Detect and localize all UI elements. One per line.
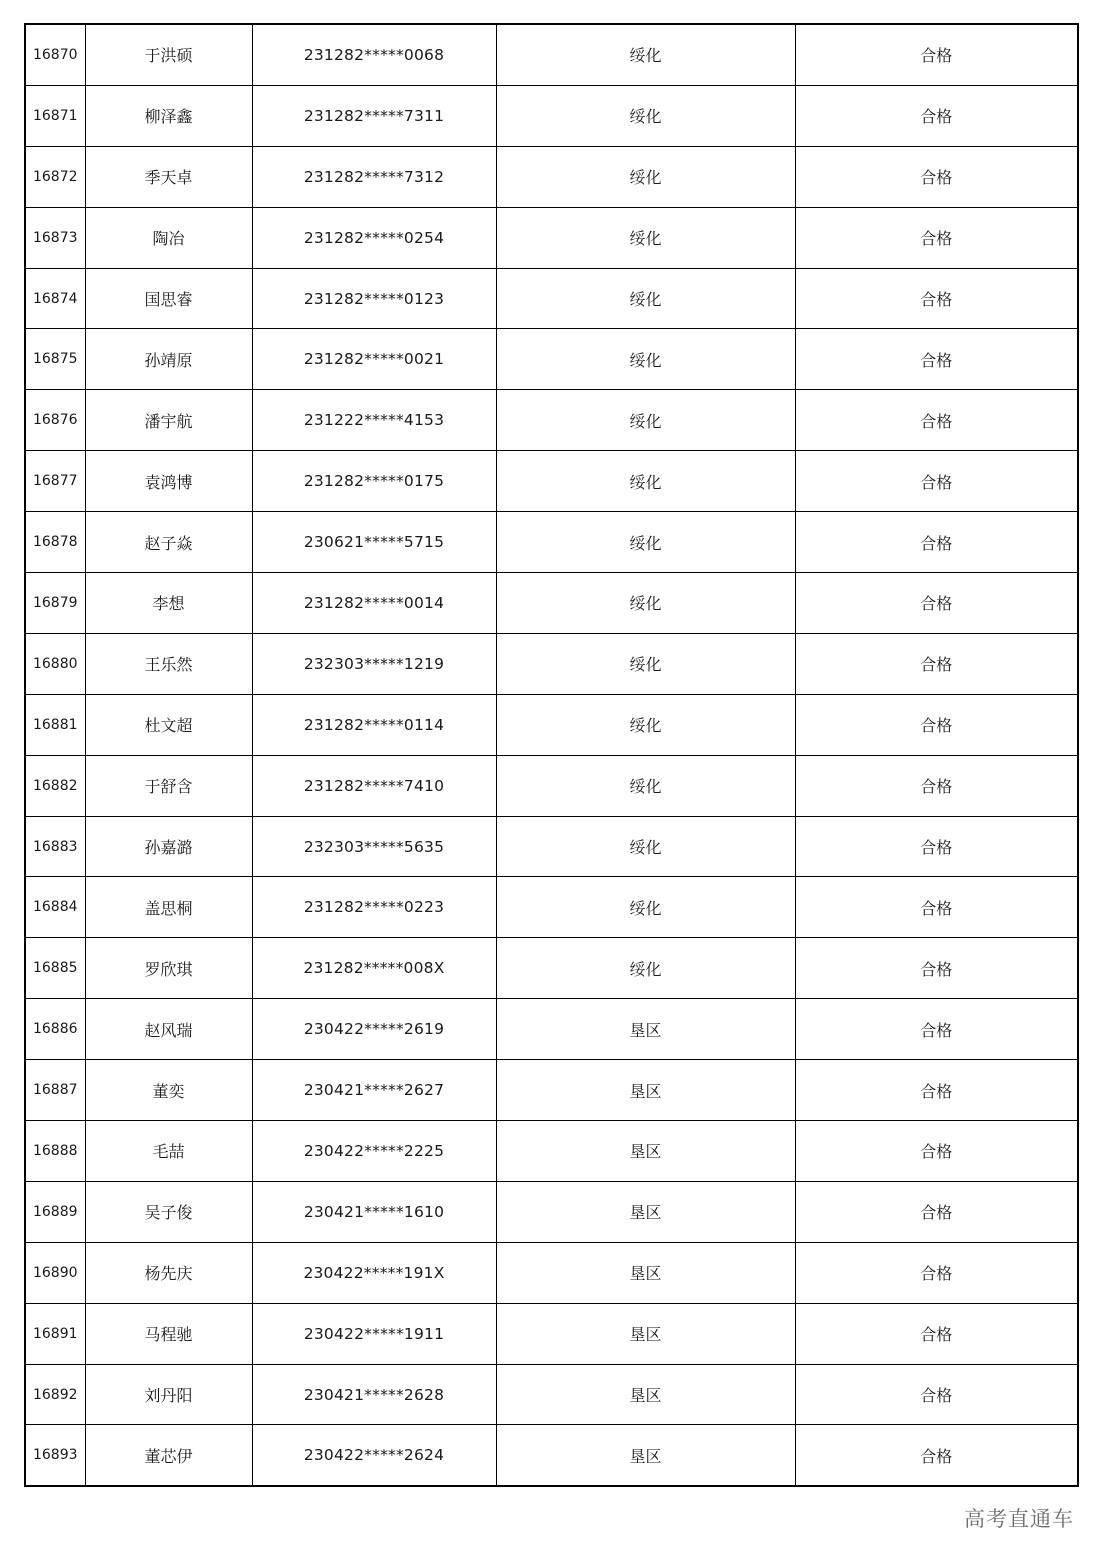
cell-id-number: 231282*****008X	[252, 938, 496, 999]
cell-result: 合格	[795, 1121, 1078, 1182]
cell-id-number: 231282*****0223	[252, 877, 496, 938]
cell-name: 罗欣琪	[85, 938, 252, 999]
cell-result: 合格	[795, 1425, 1078, 1486]
table-row	[25, 1181, 1078, 1242]
cell-id-number: 230422*****2619	[252, 999, 496, 1060]
cell-region: 垦区	[496, 1121, 795, 1182]
cell-id-number: 231282*****0114	[252, 694, 496, 755]
cell-region: 垦区	[496, 1181, 795, 1242]
cell-result: 合格	[795, 512, 1078, 573]
cell-serial-number: 16880	[25, 633, 85, 694]
cell-serial-number: 16883	[25, 816, 85, 877]
cell-region: 绥化	[496, 390, 795, 451]
cell-id-number: 230422*****191X	[252, 1242, 496, 1303]
cell-serial-number: 16871	[25, 85, 85, 146]
cell-region: 绥化	[496, 816, 795, 877]
cell-region: 绥化	[496, 573, 795, 634]
cell-result: 合格	[795, 816, 1078, 877]
table-row	[25, 24, 1078, 85]
table-row	[25, 1364, 1078, 1425]
cell-name: 于舒含	[85, 755, 252, 816]
cell-serial-number: 16889	[25, 1181, 85, 1242]
cell-result: 合格	[795, 390, 1078, 451]
cell-region: 垦区	[496, 1303, 795, 1364]
table-row	[25, 755, 1078, 816]
cell-region: 垦区	[496, 1364, 795, 1425]
cell-name: 季天卓	[85, 146, 252, 207]
table-row	[25, 877, 1078, 938]
cell-serial-number: 16888	[25, 1121, 85, 1182]
table-row	[25, 451, 1078, 512]
cell-id-number: 230421*****2628	[252, 1364, 496, 1425]
cell-result: 合格	[795, 1303, 1078, 1364]
cell-result: 合格	[795, 1181, 1078, 1242]
cell-id-number: 231282*****0123	[252, 268, 496, 329]
cell-region: 绥化	[496, 512, 795, 573]
cell-id-number: 230621*****5715	[252, 512, 496, 573]
cell-id-number: 231282*****7410	[252, 755, 496, 816]
cell-serial-number: 16874	[25, 268, 85, 329]
cell-region: 绥化	[496, 146, 795, 207]
cell-region: 绥化	[496, 633, 795, 694]
cell-name: 潘宇航	[85, 390, 252, 451]
cell-result: 合格	[795, 938, 1078, 999]
cell-id-number: 230422*****2225	[252, 1121, 496, 1182]
cell-serial-number: 16872	[25, 146, 85, 207]
cell-serial-number: 16884	[25, 877, 85, 938]
cell-id-number: 231282*****0254	[252, 207, 496, 268]
table-row	[25, 85, 1078, 146]
cell-id-number: 231282*****0175	[252, 451, 496, 512]
cell-result: 合格	[795, 329, 1078, 390]
cell-region: 绥化	[496, 24, 795, 85]
table-row	[25, 694, 1078, 755]
watermark-text: 高考直通车	[964, 1507, 1074, 1531]
cell-result: 合格	[795, 633, 1078, 694]
table-row	[25, 573, 1078, 634]
table-row	[25, 146, 1078, 207]
cell-region: 绥化	[496, 329, 795, 390]
cell-name: 马程驰	[85, 1303, 252, 1364]
cell-id-number: 231282*****0021	[252, 329, 496, 390]
cell-serial-number: 16879	[25, 573, 85, 634]
cell-region: 绥化	[496, 268, 795, 329]
cell-region: 垦区	[496, 1060, 795, 1121]
cell-serial-number: 16887	[25, 1060, 85, 1121]
cell-name: 孙嘉潞	[85, 816, 252, 877]
cell-name: 毛喆	[85, 1121, 252, 1182]
cell-name: 杜文超	[85, 694, 252, 755]
cell-serial-number: 16891	[25, 1303, 85, 1364]
cell-name: 国思睿	[85, 268, 252, 329]
cell-region: 绥化	[496, 451, 795, 512]
cell-region: 绥化	[496, 877, 795, 938]
cell-name: 于洪硕	[85, 24, 252, 85]
cell-result: 合格	[795, 1364, 1078, 1425]
results-table	[24, 23, 1079, 1487]
cell-serial-number: 16877	[25, 451, 85, 512]
cell-id-number: 231282*****0068	[252, 24, 496, 85]
cell-id-number: 230421*****2627	[252, 1060, 496, 1121]
cell-result: 合格	[795, 268, 1078, 329]
table-row	[25, 999, 1078, 1060]
cell-serial-number: 16890	[25, 1242, 85, 1303]
cell-serial-number: 16893	[25, 1425, 85, 1486]
cell-result: 合格	[795, 207, 1078, 268]
cell-serial-number: 16878	[25, 512, 85, 573]
table-row	[25, 1242, 1078, 1303]
cell-region: 绥化	[496, 938, 795, 999]
cell-name: 袁鸿博	[85, 451, 252, 512]
cell-serial-number: 16876	[25, 390, 85, 451]
cell-region: 垦区	[496, 1242, 795, 1303]
cell-id-number: 232303*****1219	[252, 633, 496, 694]
cell-region: 垦区	[496, 1425, 795, 1486]
cell-name: 赵风瑞	[85, 999, 252, 1060]
cell-id-number: 231282*****7311	[252, 85, 496, 146]
cell-id-number: 230421*****1610	[252, 1181, 496, 1242]
cell-id-number: 230422*****1911	[252, 1303, 496, 1364]
cell-serial-number: 16881	[25, 694, 85, 755]
cell-id-number: 231282*****0014	[252, 573, 496, 634]
cell-region: 绥化	[496, 694, 795, 755]
cell-name: 赵子焱	[85, 512, 252, 573]
table-row	[25, 207, 1078, 268]
cell-id-number: 232303*****5635	[252, 816, 496, 877]
cell-serial-number: 16870	[25, 24, 85, 85]
cell-name: 陶冶	[85, 207, 252, 268]
table-row	[25, 633, 1078, 694]
cell-id-number: 230422*****2624	[252, 1425, 496, 1486]
table-row	[25, 512, 1078, 573]
table-row	[25, 390, 1078, 451]
table-row	[25, 268, 1078, 329]
cell-name: 杨先庆	[85, 1242, 252, 1303]
cell-result: 合格	[795, 755, 1078, 816]
cell-result: 合格	[795, 694, 1078, 755]
cell-result: 合格	[795, 877, 1078, 938]
table-row	[25, 1303, 1078, 1364]
cell-serial-number: 16882	[25, 755, 85, 816]
cell-result: 合格	[795, 146, 1078, 207]
cell-serial-number: 16885	[25, 938, 85, 999]
table-row	[25, 329, 1078, 390]
cell-name: 刘丹阳	[85, 1364, 252, 1425]
cell-serial-number: 16875	[25, 329, 85, 390]
cell-serial-number: 16873	[25, 207, 85, 268]
cell-result: 合格	[795, 1060, 1078, 1121]
table-row	[25, 816, 1078, 877]
cell-region: 绥化	[496, 207, 795, 268]
cell-name: 吴子俊	[85, 1181, 252, 1242]
cell-name: 董奕	[85, 1060, 252, 1121]
table-row	[25, 1060, 1078, 1121]
cell-region: 绥化	[496, 85, 795, 146]
cell-result: 合格	[795, 573, 1078, 634]
cell-result: 合格	[795, 24, 1078, 85]
cell-id-number: 231282*****7312	[252, 146, 496, 207]
table-body	[25, 24, 1078, 1486]
cell-region: 垦区	[496, 999, 795, 1060]
cell-result: 合格	[795, 451, 1078, 512]
cell-name: 李想	[85, 573, 252, 634]
cell-id-number: 231222*****4153	[252, 390, 496, 451]
cell-name: 孙靖原	[85, 329, 252, 390]
cell-serial-number: 16892	[25, 1364, 85, 1425]
table-row	[25, 1121, 1078, 1182]
cell-region: 绥化	[496, 755, 795, 816]
cell-result: 合格	[795, 85, 1078, 146]
cell-name: 董芯伊	[85, 1425, 252, 1486]
cell-serial-number: 16886	[25, 999, 85, 1060]
cell-result: 合格	[795, 999, 1078, 1060]
cell-name: 盖思桐	[85, 877, 252, 938]
cell-name: 柳泽鑫	[85, 85, 252, 146]
table-row	[25, 1425, 1078, 1486]
table-row	[25, 938, 1078, 999]
cell-name: 王乐然	[85, 633, 252, 694]
cell-result: 合格	[795, 1242, 1078, 1303]
